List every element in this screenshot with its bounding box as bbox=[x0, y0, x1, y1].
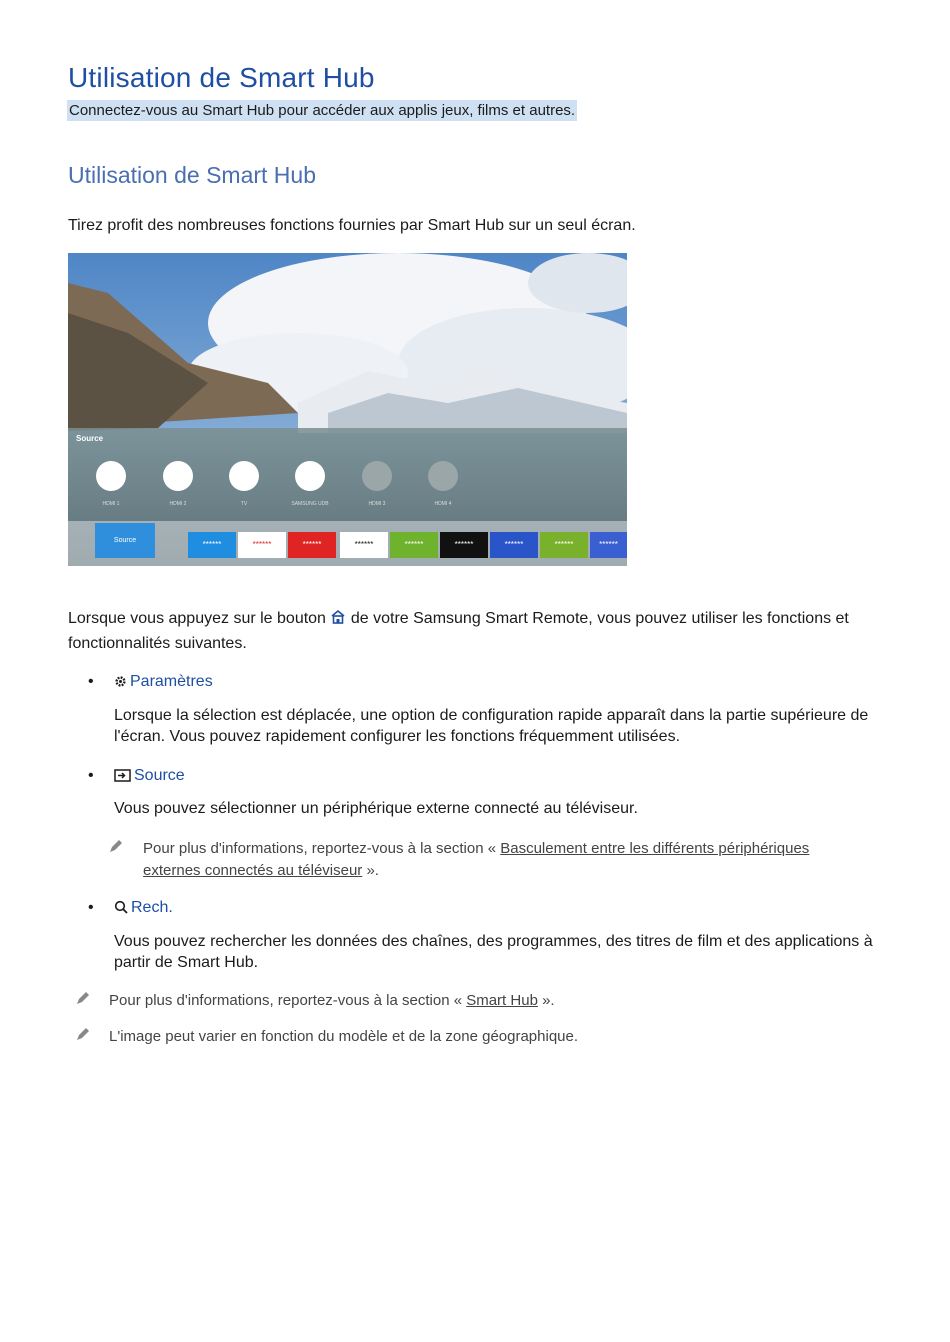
item-title-text: Rech. bbox=[131, 899, 173, 916]
bullet: • bbox=[88, 899, 94, 916]
search-icon bbox=[114, 900, 128, 914]
source-panel-label: Source bbox=[76, 434, 104, 443]
smarthub-note bbox=[109, 990, 869, 1012]
item-title-text: Source bbox=[134, 767, 185, 784]
bullet: • bbox=[88, 767, 94, 784]
page-title: Utilisation de Smart Hub bbox=[68, 62, 375, 93]
app-tile[interactable]: ****** bbox=[540, 532, 588, 558]
item-rech-title bbox=[114, 899, 173, 917]
source-note bbox=[143, 838, 863, 882]
item-parametres-title bbox=[114, 673, 213, 691]
device-label: SAMSUNG UDB bbox=[291, 501, 329, 507]
device-label: HDMI 1 bbox=[102, 501, 120, 507]
item-rech-text: Vous pouvez rechercher les données des chaînes, des programmes, des titres de film et des applications à partir de Smart Hub. bbox=[114, 933, 873, 971]
item-source-text: Vous pouvez sélectionner un périphérique externe connecté au téléviseur. bbox=[114, 800, 638, 817]
device-usb-icon bbox=[295, 461, 325, 491]
device-label: HDMI 4 bbox=[434, 501, 452, 507]
item-parametres-text: Lorsque la sélection est déplacée, une option de configuration rapide apparaît dans la partie supérieure de l'écran. Vous pouvez rapidement configurer les fonctions fréquemment utilisées. bbox=[114, 707, 869, 745]
app-tile[interactable]: ****** bbox=[490, 532, 538, 558]
item-title-text: Paramètres bbox=[130, 673, 213, 690]
source-icon bbox=[114, 769, 131, 782]
home-paragraph-before: Lorsque vous appuyez sur le bouton bbox=[68, 610, 326, 627]
app-tile[interactable]: ****** bbox=[188, 532, 236, 558]
device-tv-icon bbox=[229, 461, 259, 491]
intro-paragraph: Tirez profit des nombreuses fonctions fournies par Smart Hub sur un seul écran. bbox=[68, 217, 636, 234]
item-source-title bbox=[114, 767, 185, 785]
link-basculement[interactable]: Basculement entre les différents périphériques externes connectés au téléviseur bbox=[143, 840, 810, 879]
device-hdmi2-icon bbox=[163, 461, 193, 491]
app-tile[interactable]: ****** bbox=[340, 532, 388, 558]
image-note: L'image peut varier en fonction du modèle et de la zone géographique. bbox=[109, 1028, 579, 1045]
home-paragraph bbox=[68, 606, 898, 656]
note-text: Pour plus d'informations, reportez-vous à la section « bbox=[143, 840, 497, 857]
note-text: ». bbox=[542, 992, 555, 1009]
landscape-image bbox=[68, 253, 627, 566]
device-hdmi3-icon bbox=[362, 461, 392, 491]
device-hdmi1-icon bbox=[96, 461, 126, 491]
link-smart-hub[interactable]: Smart Hub bbox=[466, 992, 538, 1009]
home-icon bbox=[330, 609, 346, 625]
app-tile[interactable]: ****** bbox=[590, 532, 627, 558]
app-tile[interactable]: ****** bbox=[238, 532, 286, 558]
section-title: Utilisation de Smart Hub bbox=[68, 162, 316, 188]
source-button[interactable]: Source bbox=[95, 523, 155, 558]
note-text: Pour plus d'informations, reportez-vous à la section « bbox=[109, 992, 463, 1009]
device-hdmi4-icon bbox=[428, 461, 458, 491]
app-tile[interactable]: ****** bbox=[390, 532, 438, 558]
gear-icon bbox=[114, 675, 127, 688]
app-tile[interactable]: ****** bbox=[288, 532, 336, 558]
bullet: • bbox=[88, 673, 94, 690]
device-label: TV bbox=[240, 501, 248, 507]
pencil-icon bbox=[75, 990, 91, 1006]
page-subtitle: Connectez-vous au Smart Hub pour accéder aux applis jeux, films et autres. bbox=[69, 102, 576, 119]
smart-hub-screenshot bbox=[68, 253, 627, 566]
device-label: HDMI 2 bbox=[169, 501, 187, 507]
app-tile[interactable]: ****** bbox=[440, 532, 488, 558]
home-paragraph-after: de votre Samsung Smart Remote, vous pouvez utiliser les fonctions et fonctionnalités suivantes. bbox=[68, 610, 849, 652]
pencil-icon bbox=[108, 838, 124, 854]
note-text: ». bbox=[366, 862, 379, 879]
pencil-icon bbox=[75, 1026, 91, 1042]
device-label: HDMI 3 bbox=[368, 501, 386, 507]
